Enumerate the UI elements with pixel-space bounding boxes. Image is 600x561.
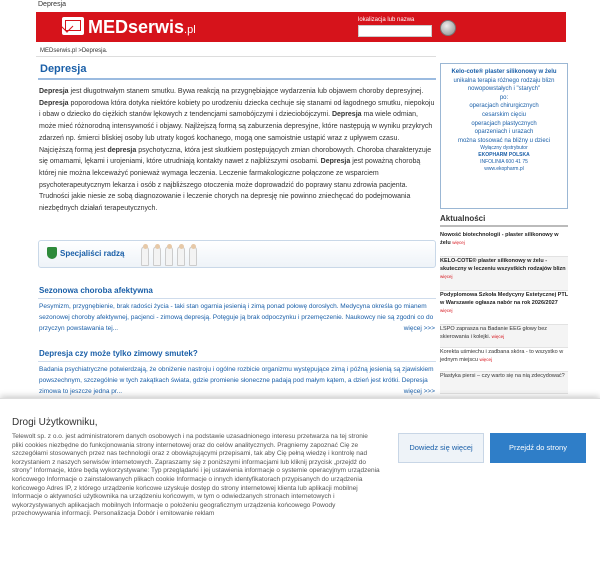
- title-underline: [38, 78, 436, 80]
- news-item[interactable]: KELO-COTE® plaster silikonowy w żelu - skuteczny w leczeniu wszystkich rodzajów blizn więcej: [440, 257, 568, 291]
- envelope-logo-icon[interactable]: [62, 17, 84, 35]
- breadcrumb[interactable]: MEDserwis.pl >Depresja.: [40, 48, 108, 54]
- search-input[interactable]: [358, 25, 432, 37]
- news-divider: [440, 225, 568, 227]
- section-title[interactable]: Sezonowa choroba afektywna: [39, 286, 153, 295]
- news-item[interactable]: Korekta uśmiechu i zadbana skóra - to wszystko w jednym miejscu więcej: [440, 348, 568, 372]
- specialists-banner[interactable]: [38, 240, 436, 268]
- section-divider: [38, 361, 436, 362]
- news-title: Aktualności: [440, 214, 486, 223]
- medical-icon: [47, 247, 57, 259]
- section-excerpt: Pesymizm, przygnębienie, brak radości życia - taki stan ogarnia jesienią i zimą ponad połowę dorosłych. Medycyna określa go mianem sezonowej choroby afektywnej, pacjenci - zimową depresją. Potęguje ją brak odpoczynku i przemęczenie. Naukowcy nie są zgodni co do przyczyn powstawania tej... więcej >>>: [39, 302, 435, 334]
- news-item[interactable]: Nowość biotechnologii - plaster silikonowy w żelu więcej: [440, 231, 568, 257]
- news-item[interactable]: LSPO zaprasza na Badanie EEG głowy bez skierowania i kolejki. więcej: [440, 325, 568, 348]
- top-bar: [0, 0, 600, 10]
- top-label: Depresja: [38, 1, 67, 8]
- section-excerpt: Badania psychiatryczne potwierdzają, że obniżenie nastroju i ogólne rozbicie organizmu występujące zimą i późną jesienią są zjawiskiem powszechnym, szczególnie w tych zakątkach świata, gdzie promienie słoneczne padają pod małym kątem, a dzień jest krótki. Depresja zimowa to jeszcze jedna pr... więcej >>>: [39, 365, 435, 397]
- doctors-image: [137, 243, 197, 267]
- accept-button[interactable]: Przejdź do strony: [490, 433, 586, 463]
- divider: [36, 56, 436, 57]
- news-item[interactable]: Plastyka piersi – czy warto się na nią zdecydować?: [440, 372, 568, 394]
- section-title[interactable]: Depresja czy może tylko zimowy smutek?: [39, 349, 198, 358]
- article-body: Depresja jest długotrwałym stanem smutku. Bywa reakcją na przygnębiające wydarzenia lub objawem choroby depresyjnej. Depresja poporodowa która dotyka niektóre kobiety po urodzeniu dziecka cechuje się stanami od łagodnego smutku, niepokoju i obaw o dziecko do ciężkich stanów lękowych z tendencjami samobójczymi i dzieciobójczymi. Depresja ma wiele odmian, może mieć różnorodną intensywność i objawy. Najlżejszą formą są zaburzenia depresyjne, które następują w wyniku przykrych zdarzeń np. śmierci bliskiej osoby lub utraty kogoś kochanego, mogą one samoistnie ustąpić wraz z upływem czasu. Najcięższą formą jest depresja psychotyczna, która jest skutkiem postępujących zmian chorobowych. Choroba charakteryzuje się omamami, lękami i urojeniami, które utrudniają kontakty nawet z najbliższymi osobami. Depresja jest poważną chorobą której nie można lekceważyć ponieważ wymaga leczenia. Leczenie farmakologiczne połączone ze wsparciem psychoterapeutycznym lekarza i osób z najbliższego otoczenia może doprowadzić do poprawy stanu zdrowia pacjenta. Trudności jakie niesie ze sobą diagnozowanie i leczenie chorych na depresję nie powinno zniechęcać do podejmowania niezbędnych działań terapeutycznych.: [39, 88, 435, 213]
- site-logo[interactable]: MEDserwis.pl: [88, 17, 196, 37]
- page-title: Depresja: [40, 63, 87, 75]
- news-item[interactable]: Podyplomowa Szkoła Medycyny Estetycznej PTL w Warszawie ogłasza nabór na rok 2026/2027 więcej: [440, 291, 568, 325]
- specialists-label: Specjaliści radzą: [60, 249, 125, 258]
- site-header: [36, 12, 566, 42]
- cookie-text: Telewolt sp. z o.o. jest administratorem danych osobowych i na podstawie uzasadnionego interesu przetwarza na tej stronie pliki cookies niezbędne do funkcjonowania strony internetowej oraz do celów analitycznych. Pragniemy zapoznać Cię ze szczegółami stosowanych przez nas technologii oraz z obowiązującymi przepisami, tak aby Cię pełną wiedzę i kontrolę nad korzystaniem z naszych serwisów internetowych. Zapraszamy się z poniższymi informacjami lub kliknij przycisk „przejdź do strony” Informacje, które będą wykorzystywane: Typ przeglądarki i jej ustawienia informacje o systemie operacyjnym urządzenia końcowego Informacje o zainstalowanych plikach cookie Informacje o innych identyfikatorach przypisanych do urządzenia końcowego Adres IP, z którego urządzenie końcowe uzyskuje dostęp do strony internetowej klienta lub aplikacji mobilnej Informacje o aktywności użytkownika na urządzeniu końcowym, w tym o odwiedzanych stronach internetowych i wykorzystywanych aplikacjach mobilnych Informacje o położeniu geograficznym urządzenia końcowego Powody przechowywania informacji. Personalizacja Dobór i emitowanie reklam: [12, 433, 380, 518]
- more-link[interactable]: więcej >>>: [403, 387, 435, 395]
- search-label: lokalizacja lub nazwa: [358, 17, 415, 23]
- section-divider: [38, 298, 436, 299]
- learn-more-button[interactable]: Dowiedz się więcej: [398, 433, 484, 463]
- more-link[interactable]: więcej >>>: [403, 324, 435, 332]
- cookie-consent-panel: [0, 398, 600, 561]
- cookie-title: Drogi Użytkowniku,: [12, 417, 98, 428]
- search-button[interactable]: [440, 20, 456, 36]
- ad-banner[interactable]: Kelo-cote® plaster silikonowy w żelu unikalna terapia różnego rodzaju blizn nowopowstałych i "starych" po: operacjach chirurgicznych cesarskim cięciu operacjach plastycznych oparzeniach i urazach można stosować na bliżny u dzieci Wyłączny dystrybutor EKOPHARM POLSKA INFOLINIA 600 41 75 www.ekopharm.pl: [440, 63, 568, 209]
